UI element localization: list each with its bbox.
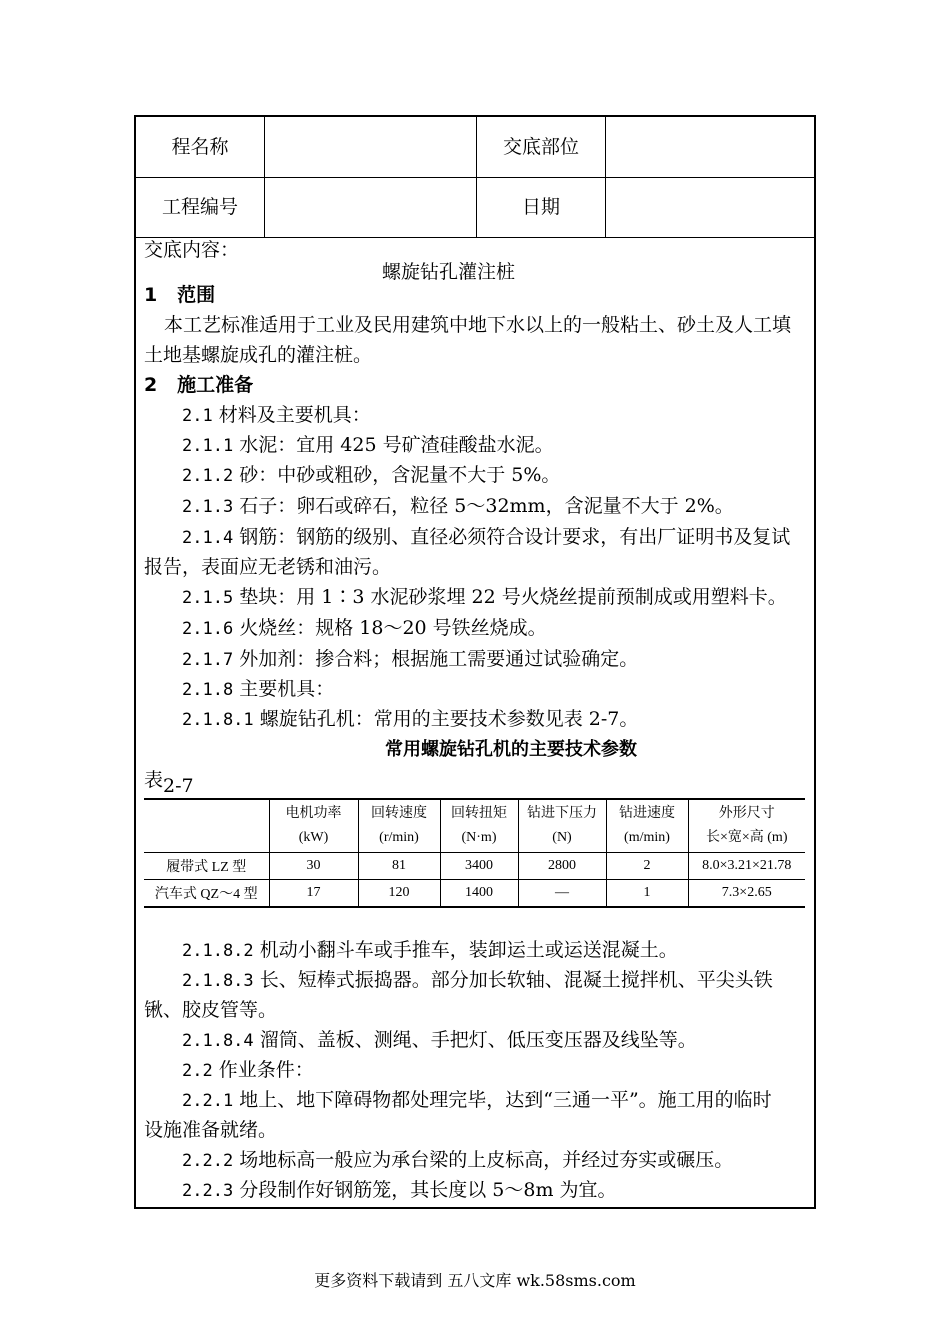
item-2-1: 2.1 材料及主要机具：: [182, 404, 371, 426]
table-cell: 81: [358, 853, 440, 880]
part-value[interactable]: [606, 117, 814, 177]
item-2-1-8-4: 2.1.8.4 溜筒、盖板、测绳、手把灯、低压变压器及线坠等。: [182, 1029, 697, 1051]
item-2-1-1: 2.1.1 水泥：宜用 425 号矿渣硅酸盐水泥。: [182, 434, 554, 456]
table-cell: 30: [269, 853, 358, 880]
date-value[interactable]: [606, 177, 814, 237]
item-2-2-1: 2.2.1 地上、地下障碍物都处理完毕，达到“三通一平”。施工用的临时: [182, 1089, 772, 1111]
item-2-1-5: 2.1.5 垫块：用 1∶3 水泥砂浆埋 22 号火烧丝提前预制成或用塑料卡。: [182, 586, 787, 608]
item-2-1-7: 2.1.7 外加剂：掺合料；根据施工需要通过试验确定。: [182, 648, 639, 670]
paragraph-line: 报告，表面应无老锈和油污。: [144, 556, 392, 578]
footer-text: 更多资料下载请到 五八文库 wk.58sms.com: [314, 1271, 636, 1290]
table-cell: 3400: [440, 853, 518, 880]
section-number: 1: [144, 284, 158, 306]
item-2-1-3: 2.1.3 石子：卵石或碎石，粒径 5～32mm，含泥量不大于 2%。: [182, 495, 734, 517]
project-name-label: 程名称: [171, 136, 229, 158]
item-2-2-3: 2.2.3 分段制作好钢筋笼，其长度以 5～8m 为宜。: [182, 1179, 617, 1201]
section-title: 范围: [177, 284, 216, 306]
item-2-1-2: 2.1.2 砂：中砂或粗砂，含泥量不大于 5%。: [182, 464, 561, 486]
table-title: 常用螺旋钻孔机的主要技术参数: [385, 739, 637, 760]
table-cell: 7.3×2.65: [688, 880, 805, 908]
section-1-heading: [144, 281, 215, 309]
table-header-cell: 电机功率 (kW): [269, 799, 358, 853]
item-2-1-8-2: 2.1.8.2 机动小翻斗车或手推车，装卸运土或运送混凝土。: [182, 939, 678, 961]
table-cell: 1: [606, 880, 688, 908]
table-header-row: [144, 799, 805, 853]
table-cell: 履带式 LZ 型: [144, 853, 269, 880]
part-label: 交底部位: [502, 136, 579, 158]
section-number: 2: [144, 374, 158, 396]
table-caption: 表2-7: [144, 769, 194, 797]
section-title: 施工准备: [177, 374, 254, 396]
table-header-cell: 钻进速度 (m/min): [606, 799, 688, 853]
paragraph-line: 设施准备就绪。: [144, 1119, 278, 1141]
table-cell: 2: [606, 853, 688, 880]
paragraph-line: 本工艺标准适用于工业及民用建筑中地下水以上的一般粘土、砂土及人工填: [164, 314, 792, 336]
table-header-cell: [144, 799, 269, 853]
project-no-value[interactable]: [265, 177, 476, 237]
table-header-cell: 回转扭矩 (N·m): [440, 799, 518, 853]
table-header-cell: 回转速度 (r/min): [358, 799, 440, 853]
paragraph-line: 锹、胶皮管等。: [144, 999, 278, 1021]
item-2-1-4: 2.1.4 钢筋：钢筋的级别、直径必须符合设计要求，有出厂证明书及复试: [182, 526, 791, 548]
doc-title: 螺旋钻孔灌注桩: [382, 261, 516, 283]
table-row: [144, 853, 805, 880]
section-2-heading: [144, 371, 253, 399]
item-2-1-8-3: 2.1.8.3 长、短棒式振捣器。部分加长软轴、混凝土搅拌机、平尖头铁: [182, 969, 773, 991]
date-label: 日期: [521, 196, 560, 218]
table-cell: 120: [358, 880, 440, 908]
table-cell: 2800: [518, 853, 606, 880]
table-header-cell: 外形尺寸 长×宽×高 (m): [688, 799, 805, 853]
table-cell: —: [518, 880, 606, 908]
table-cell: 8.0×3.21×21.78: [688, 853, 805, 880]
table-cell: 汽车式 QZ～4 型: [144, 880, 269, 908]
item-2-1-8: 2.1.8 主要机具：: [182, 678, 335, 700]
item-2-2: 2.2 作业条件：: [182, 1059, 314, 1081]
item-2-1-6: 2.1.6 火烧丝：规格 18～20 号铁丝烧成。: [182, 617, 547, 639]
item-2-1-8-1: 2.1.8.1 螺旋钻孔机：常用的主要技术参数见表 2-7。: [182, 708, 639, 730]
table-cell: 17: [269, 880, 358, 908]
spec-table: [144, 798, 805, 908]
item-2-2-2: 2.2.2 场地标高一般应为承台梁的上皮标高，并经过夯实或碾压。: [182, 1149, 734, 1171]
table-header-cell: 钻进下压力 (N): [518, 799, 606, 853]
project-no-label: 工程编号: [161, 196, 238, 218]
project-name-value[interactable]: [265, 117, 476, 177]
table-cell: 1400: [440, 880, 518, 908]
intro-label: 交底内容：: [144, 239, 240, 261]
table-row: [144, 880, 805, 908]
paragraph-line: 土地基螺旋成孔的灌注桩。: [144, 344, 373, 366]
